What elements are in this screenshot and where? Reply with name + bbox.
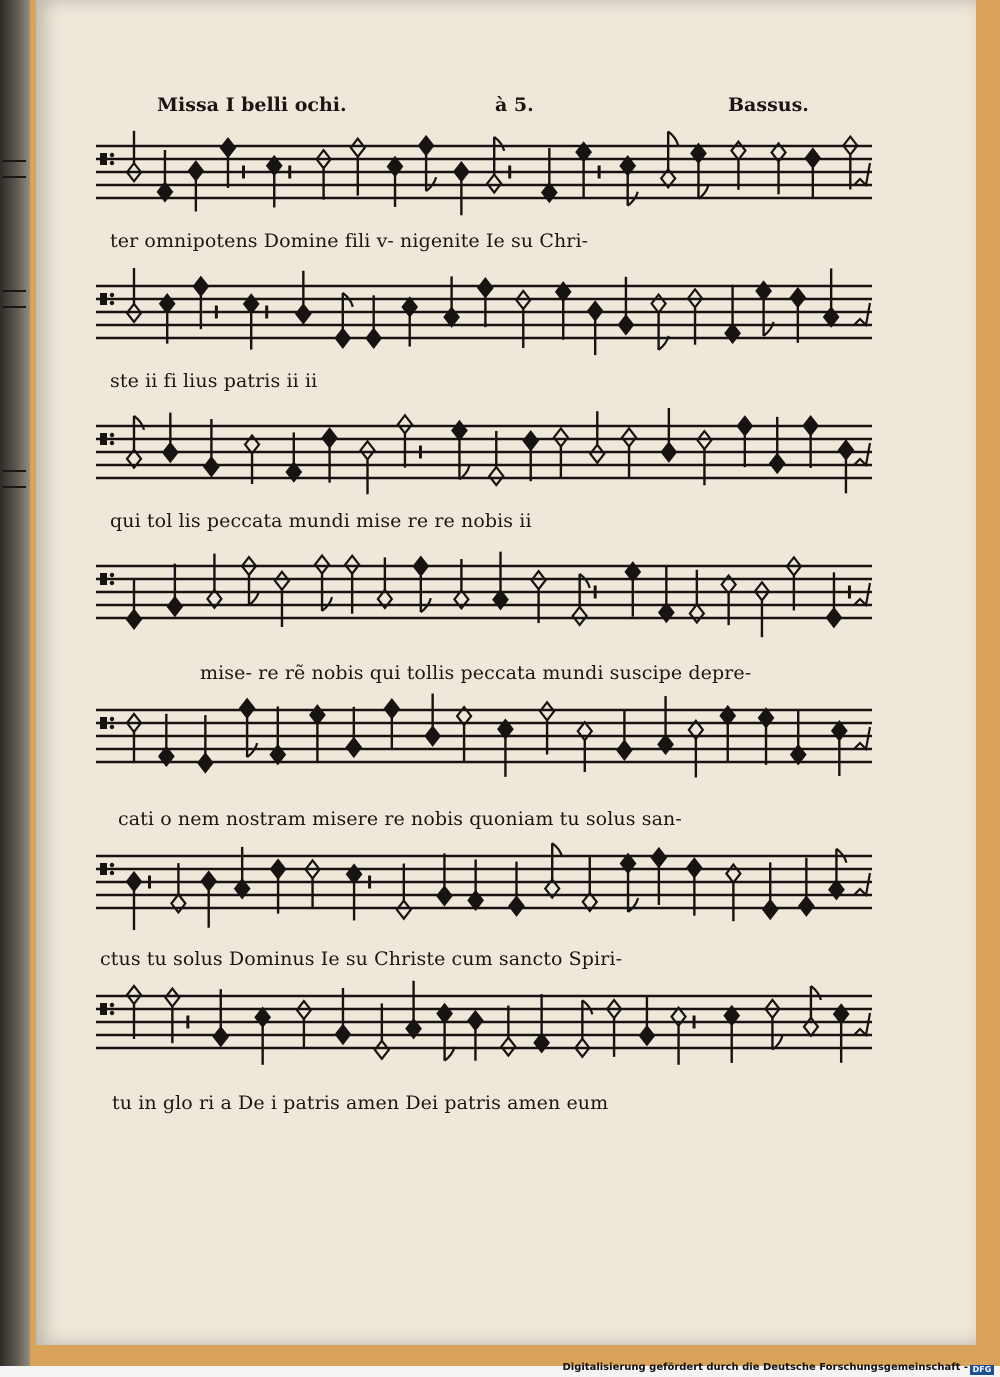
note-head [454,163,468,181]
music-staff-3 [92,408,876,518]
note-head [310,706,324,724]
note-head [336,329,350,347]
rest [368,876,371,889]
note-head [127,610,141,628]
lyric-line-4: mise- re rẽ nobis qui tollis peccata mundi suscipe depre- [200,662,752,684]
rest [242,166,245,179]
note-head [554,428,568,446]
note-head [452,422,466,440]
note-head [799,897,813,915]
clef-dot [110,581,114,585]
spine-mark [2,306,26,308]
lyric-line-5: cati o nem nostram misere re nobis quoniam tu solus san- [118,808,682,830]
note-head [690,604,704,622]
clef-dot [110,153,114,157]
custos [854,1013,870,1035]
note-head [367,329,381,347]
note-head [659,735,673,753]
music-staff-2 [92,268,876,378]
rest [186,1016,189,1029]
note-head [839,441,853,459]
note-head [385,700,399,718]
note-head [438,1005,452,1023]
note-head [351,139,365,157]
note-head [403,298,417,316]
note-head [397,901,411,919]
note-head [622,428,636,446]
note-head [256,1008,270,1026]
note-head [315,556,329,574]
lyric-line-6: ctus tu solus Dominus Ie su Christe cum sancto Spiri- [100,948,623,970]
page-header [0,94,1000,130]
f-clef [100,717,107,729]
note-head [806,149,820,167]
f-clef [100,433,107,445]
note-head [738,417,752,435]
note-head [726,865,740,883]
custos [854,163,870,185]
note-head [468,1012,482,1030]
note-head [426,727,440,745]
f-clef [100,863,107,875]
clef-dot [110,725,114,729]
voice-count: à 5. [495,94,534,116]
clef-dot [110,1003,114,1007]
note-head [770,454,784,472]
note-head [687,859,701,877]
rest [598,166,601,179]
rest [848,586,851,599]
music-staff-5 [92,692,876,802]
custos [854,727,870,749]
note-head [478,279,492,297]
note-head [240,699,254,717]
f-clef [100,293,107,305]
note-flag [494,137,504,151]
note-head [171,894,185,912]
note-head [221,139,235,157]
clef-dot [110,161,114,165]
note-head [163,443,177,461]
note-head [662,443,676,461]
note-head [573,607,587,625]
spine-mark [2,290,26,292]
clef-dot [110,573,114,577]
digitization-credit: Digitalisierung gefördert durch die Deutsche Forschungsgemeinschaft - [562,1362,968,1373]
clef-dot [110,1011,114,1015]
note-head [487,175,501,193]
dfg-logo: DFG [970,1365,994,1375]
custos [854,583,870,605]
music-staff-1 [92,128,876,238]
spine-mark [2,470,26,472]
note-head [791,289,805,307]
mass-title: Missa I belli ochi. [157,94,347,116]
f-clef [100,1003,107,1015]
note-head [189,162,203,180]
note-flag [628,898,638,912]
note-head [804,417,818,435]
note-head [296,305,310,323]
f-clef [100,573,107,585]
music-staff-4 [92,548,876,658]
note-head [640,1027,654,1045]
lyric-line-1: ter omnipotens Domine fili v- nigenite Ie su Chri- [110,230,589,252]
note-flag [580,574,590,588]
note-head [509,897,523,915]
note-head [165,989,179,1007]
rest [594,586,597,599]
note-head [590,445,604,463]
note-head [827,609,841,627]
clef-dot [110,301,114,305]
custos [854,873,870,895]
clef-dot [110,717,114,721]
note-head [347,738,361,756]
music-staff-6 [92,838,876,948]
note-head [204,458,218,476]
note-head [244,295,258,313]
clef-dot [110,863,114,867]
note-head [202,872,216,890]
note-head [271,860,285,878]
note-flag [134,416,144,430]
note-head [501,1038,515,1056]
clef-dot [110,871,114,875]
note-head [619,316,633,334]
note-flag [811,986,821,1000]
rest [288,166,291,179]
custos [854,443,870,465]
lyric-line-7: tu in glo ri a De i patris amen Dei patris amen eum [112,1092,609,1114]
note-head [540,702,554,720]
note-head [160,295,174,313]
rest [419,446,422,459]
f-clef [100,153,107,165]
custos [854,303,870,325]
lyric-line-2: ste ii fi lius patris ii ii [110,370,318,392]
note-head [194,277,208,295]
spine-mark [2,176,26,178]
note-flag [668,131,678,145]
note-head [731,142,745,160]
spine-mark [2,160,26,162]
voice-part: Bassus. [728,94,809,116]
note-head [127,873,141,891]
clef-dot [110,293,114,297]
spine-mark [2,486,26,488]
rest [508,166,511,179]
note-head [419,137,433,155]
clef-dot [110,433,114,437]
note-head [361,441,375,459]
note-head [578,722,592,740]
rest [265,306,268,319]
note-head [398,415,412,433]
note-head [214,1028,228,1046]
note-flag [582,1000,592,1014]
note-head [588,302,602,320]
note-head [336,1025,350,1043]
note-head [168,597,182,615]
note-head [414,557,428,575]
clef-dot [110,441,114,445]
music-staff-7 [92,978,876,1088]
note-head [726,324,740,342]
note-head [524,432,538,450]
note-head [275,572,289,590]
note-head [437,887,451,905]
rest [215,306,218,319]
rest [693,1016,696,1029]
note-head [489,467,503,485]
note-head [652,295,666,313]
note-head [763,900,777,918]
note-head [652,849,666,867]
note-head [375,1041,389,1059]
lyric-line-3: qui tol lis peccata mundi mise re re nobis ii [110,510,532,532]
note-head [198,754,212,772]
note-head [804,1018,818,1036]
note-head [617,741,631,759]
note-head [323,429,337,447]
rest [148,876,151,889]
